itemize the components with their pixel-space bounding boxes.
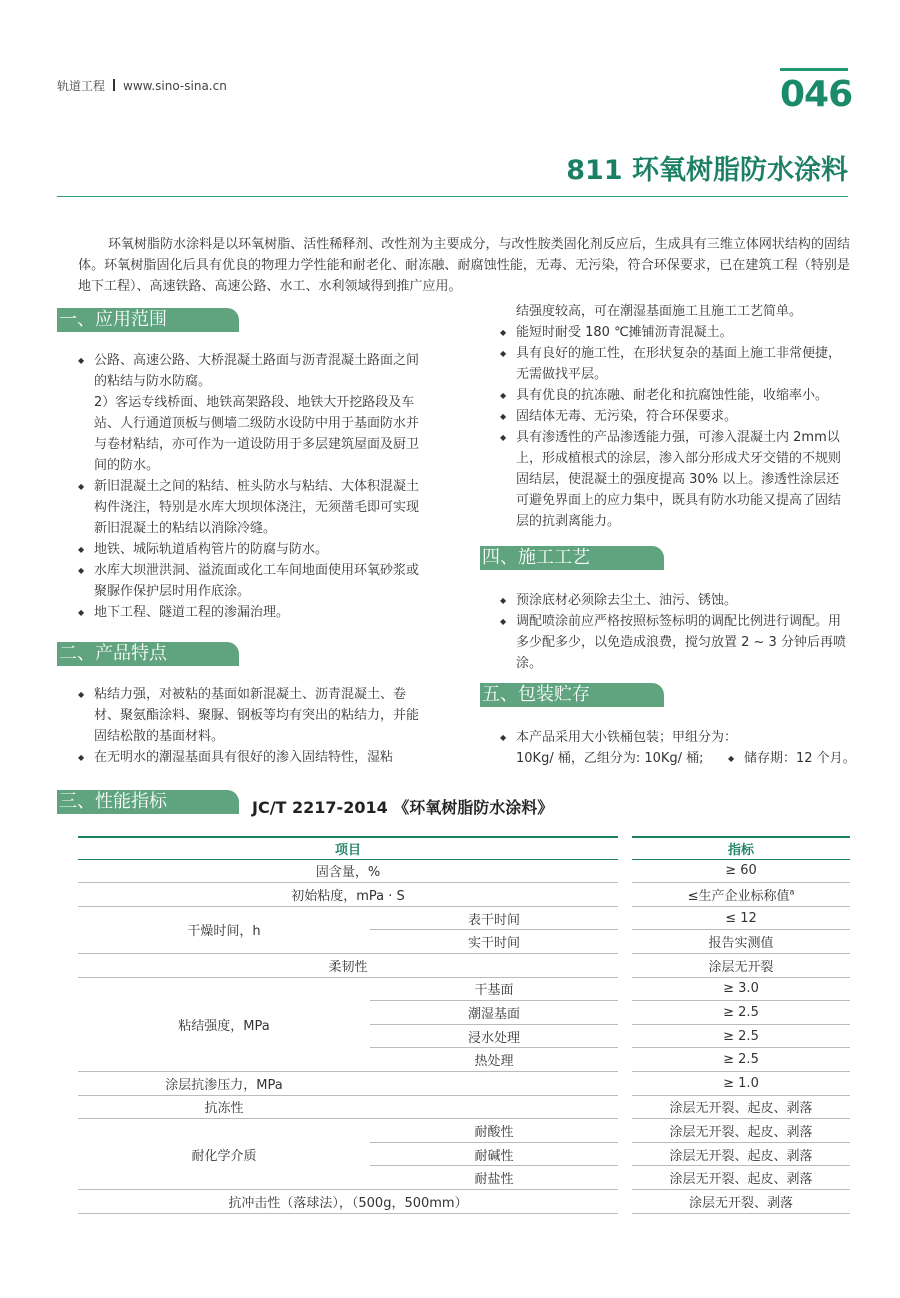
row-label: 耐化学介质 <box>78 1119 370 1190</box>
section-title: 一、应用范围 <box>59 309 167 330</box>
features-list-left <box>78 684 424 768</box>
footnote-mark: a <box>789 887 795 897</box>
row-label: 固含量，% <box>78 860 618 884</box>
table-row <box>78 883 850 907</box>
row-sublabel: 干基面 <box>370 978 618 1002</box>
website-link[interactable]: www.sino-sina.cn <box>123 79 227 93</box>
page-number-rule <box>780 68 848 71</box>
row-label: 抗冻性 <box>78 1096 370 1120</box>
row-sublabel: 耐盐性 <box>370 1166 618 1190</box>
process-list <box>500 590 850 674</box>
page-number: 046 <box>780 74 853 115</box>
row-label: 初始粘度，mPa · S <box>78 883 618 907</box>
list-item: ◆ 具有优良的抗冻融、耐老化和抗腐蚀性能，收缩率小。 <box>500 385 850 406</box>
standard-title: JC/T 2217-2014 《环氧树脂防水涂料》 <box>252 798 554 817</box>
section-heading-performance <box>57 790 239 814</box>
features-list-right <box>500 301 850 532</box>
section-heading-packaging <box>480 683 664 707</box>
list-item: ◆ 新旧混凝土之间的粘结、桩头防水与粘结、大体积混凝土构件浇注，特别是水库大坝坝体浇注，无须凿毛即可实现新旧混凝土的粘结以消除冷缝。 <box>78 476 424 539</box>
section-heading-features <box>57 642 239 666</box>
section-title: 二、产品特点 <box>59 643 167 664</box>
row-value: 涂层无开裂、起皮、剥落 <box>632 1096 850 1120</box>
list-item: ◆ 具有渗透性的产品渗透能力强，可渗入混凝土内 2mm以上，形成植根式的涂层，渗入部分形成犬牙交错的不规则固结层，使混凝土的强度提高 30% 以上。渗透性涂层还可避免界面上的应力集中，既具有防水功能又提高了固结层的抗剥离能力。 <box>500 427 850 532</box>
row-sublabel: 浸水处理 <box>370 1025 618 1049</box>
header-value: 指标 <box>632 836 850 860</box>
table-row <box>78 860 850 884</box>
row-sublabel: 耐碱性 <box>370 1143 618 1167</box>
page-title: 811 环氧树脂防水涂料 <box>566 155 848 186</box>
row-label: 干燥时间，h <box>78 907 370 954</box>
list-item: 2）客运专线桥面、地铁高架路段、地铁大开挖路段及车站、人行通道顶板与侧墙二级防水设防中用于基面防水并与卷材粘结，亦可作为一道设防用于多层建筑屋面及厨卫间的防水。 <box>94 395 420 473</box>
row-value: ≥ 60 <box>632 860 850 884</box>
row-sublabel: 表干时间 <box>370 907 618 931</box>
table-row <box>78 1190 850 1214</box>
section-name: 轨道工程 <box>57 79 106 93</box>
row-value: ≥ 3.0 <box>632 978 850 1002</box>
row-sublabel: 热处理 <box>370 1048 618 1072</box>
row-value: ≥ 2.5 <box>632 1001 850 1025</box>
header-item: 项目 <box>78 836 618 860</box>
list-item: ◆ 固结体无毒、无污染，符合环保要求。 <box>500 406 850 427</box>
table-row <box>78 1072 850 1096</box>
row-sublabel-empty <box>370 1096 618 1120</box>
storage-list <box>728 748 858 769</box>
list-item: ◆ 预涂底材必须除去尘土、油污、锈蚀。 <box>500 590 850 611</box>
section-title: 三、性能指标 <box>59 791 167 812</box>
section-heading-process <box>480 546 664 570</box>
table-row <box>78 1096 850 1120</box>
row-value <box>632 883 850 907</box>
row-value: 涂层无开裂 <box>632 954 850 978</box>
header-divider <box>113 79 115 91</box>
row-value: 涂层无开裂、起皮、剥落 <box>632 1119 850 1143</box>
value-text: ≤生产企业标称值 <box>687 888 790 904</box>
list-item: ◆ 在无明水的潮湿基面具有很好的渗入固结特性，湿粘 <box>78 747 424 768</box>
row-label: 涂层抗渗压力，MPa <box>78 1072 370 1096</box>
list-item-continued: 结强度较高，可在潮湿基面施工且施工工艺简单。 <box>516 304 803 319</box>
row-label: 柔韧性 <box>78 954 618 978</box>
row-value: ≥ 2.5 <box>632 1048 850 1072</box>
row-sublabel: 潮湿基面 <box>370 1001 618 1025</box>
list-item: ◆ 具有良好的施工性，在形状复杂的基面上施工非常便捷，无需做找平层。 <box>500 343 850 385</box>
list-item: ◆ 本产品采用大小铁桶包装；甲组分为：10Kg/ 桶，乙组分为: 10Kg/ 桶; <box>500 727 756 769</box>
table-row <box>78 1119 850 1143</box>
row-value: 涂层无开裂、起皮、剥落 <box>632 1143 850 1167</box>
running-header <box>57 77 227 94</box>
intro-paragraph: 环氧树脂防水涂料是以环氧树脂、活性稀释剂、改性剂为主要成分，与改性胺类固化剂反应后，生成具有三维立体网状结构的固结体。环氧树脂固化后具有优良的物理力学性能和耐老化、耐冻融、耐腐蚀性能，无毒、无污染，符合环保要求，已在建筑工程（特别是地下工程）、高速铁路、高速公路、水工、水利领域得到推广应用。 <box>78 237 850 294</box>
section-heading-application <box>57 308 239 332</box>
application-list <box>78 350 424 623</box>
row-value: ≤ 12 <box>632 907 850 931</box>
table-header-row <box>78 836 850 860</box>
performance-table <box>78 836 850 1214</box>
list-item: ◆ 能短时耐受 180 ℃摊铺沥青混凝土。 <box>500 322 850 343</box>
section-title: 四、施工工艺 <box>482 547 590 568</box>
title-rule <box>57 196 848 197</box>
list-item: ◆ 水库大坝泄洪洞、溢流面或化工车间地面使用环氧砂浆或聚脲作保护层时用作底涂。 <box>78 560 424 602</box>
row-sublabel-empty <box>370 1072 618 1096</box>
row-value: 涂层无开裂、起皮、剥落 <box>632 1166 850 1190</box>
list-item: ◆ 粘结力强，对被粘的基面如新混凝土、沥青混凝土、卷材、聚氨酯涂料、聚脲、钢板等均有突出的粘结力，并能固结松散的基面材料。 <box>78 684 424 747</box>
row-value: 报告实测值 <box>632 930 850 954</box>
row-value: ≥ 2.5 <box>632 1025 850 1049</box>
table-row <box>78 954 850 978</box>
list-item: ◆ 调配喷涂前应严格按照标签标明的调配比例进行调配。用多少配多少，以免造成浪费，搅匀放置 2 ~ 3 分钟后再喷涂。 <box>500 611 850 674</box>
row-sublabel: 耐酸性 <box>370 1119 618 1143</box>
row-label: 粘结强度，MPa <box>78 978 370 1072</box>
table-row <box>78 907 850 931</box>
table-row <box>78 978 850 1002</box>
column-gap <box>618 836 632 860</box>
row-sublabel: 实干时间 <box>370 930 618 954</box>
list-item: ◆ 地铁、城际轨道盾构管片的防腐与防水。 <box>78 539 424 560</box>
row-value: 涂层无开裂、剥落 <box>632 1190 850 1214</box>
list-item: ◆ 公路、高速公路、大桥混凝土路面与沥青混凝土路面之间的粘结与防水防腐。 <box>78 350 424 392</box>
row-label: 抗冲击性（落球法），（500g，500mm） <box>78 1190 618 1214</box>
list-item: ◆ 地下工程、隧道工程的渗漏治理。 <box>78 602 424 623</box>
list-item: ◆ 储存期：12 个月。 <box>728 748 858 769</box>
row-value: ≥ 1.0 <box>632 1072 850 1096</box>
section-title: 五、包装贮存 <box>482 684 590 705</box>
